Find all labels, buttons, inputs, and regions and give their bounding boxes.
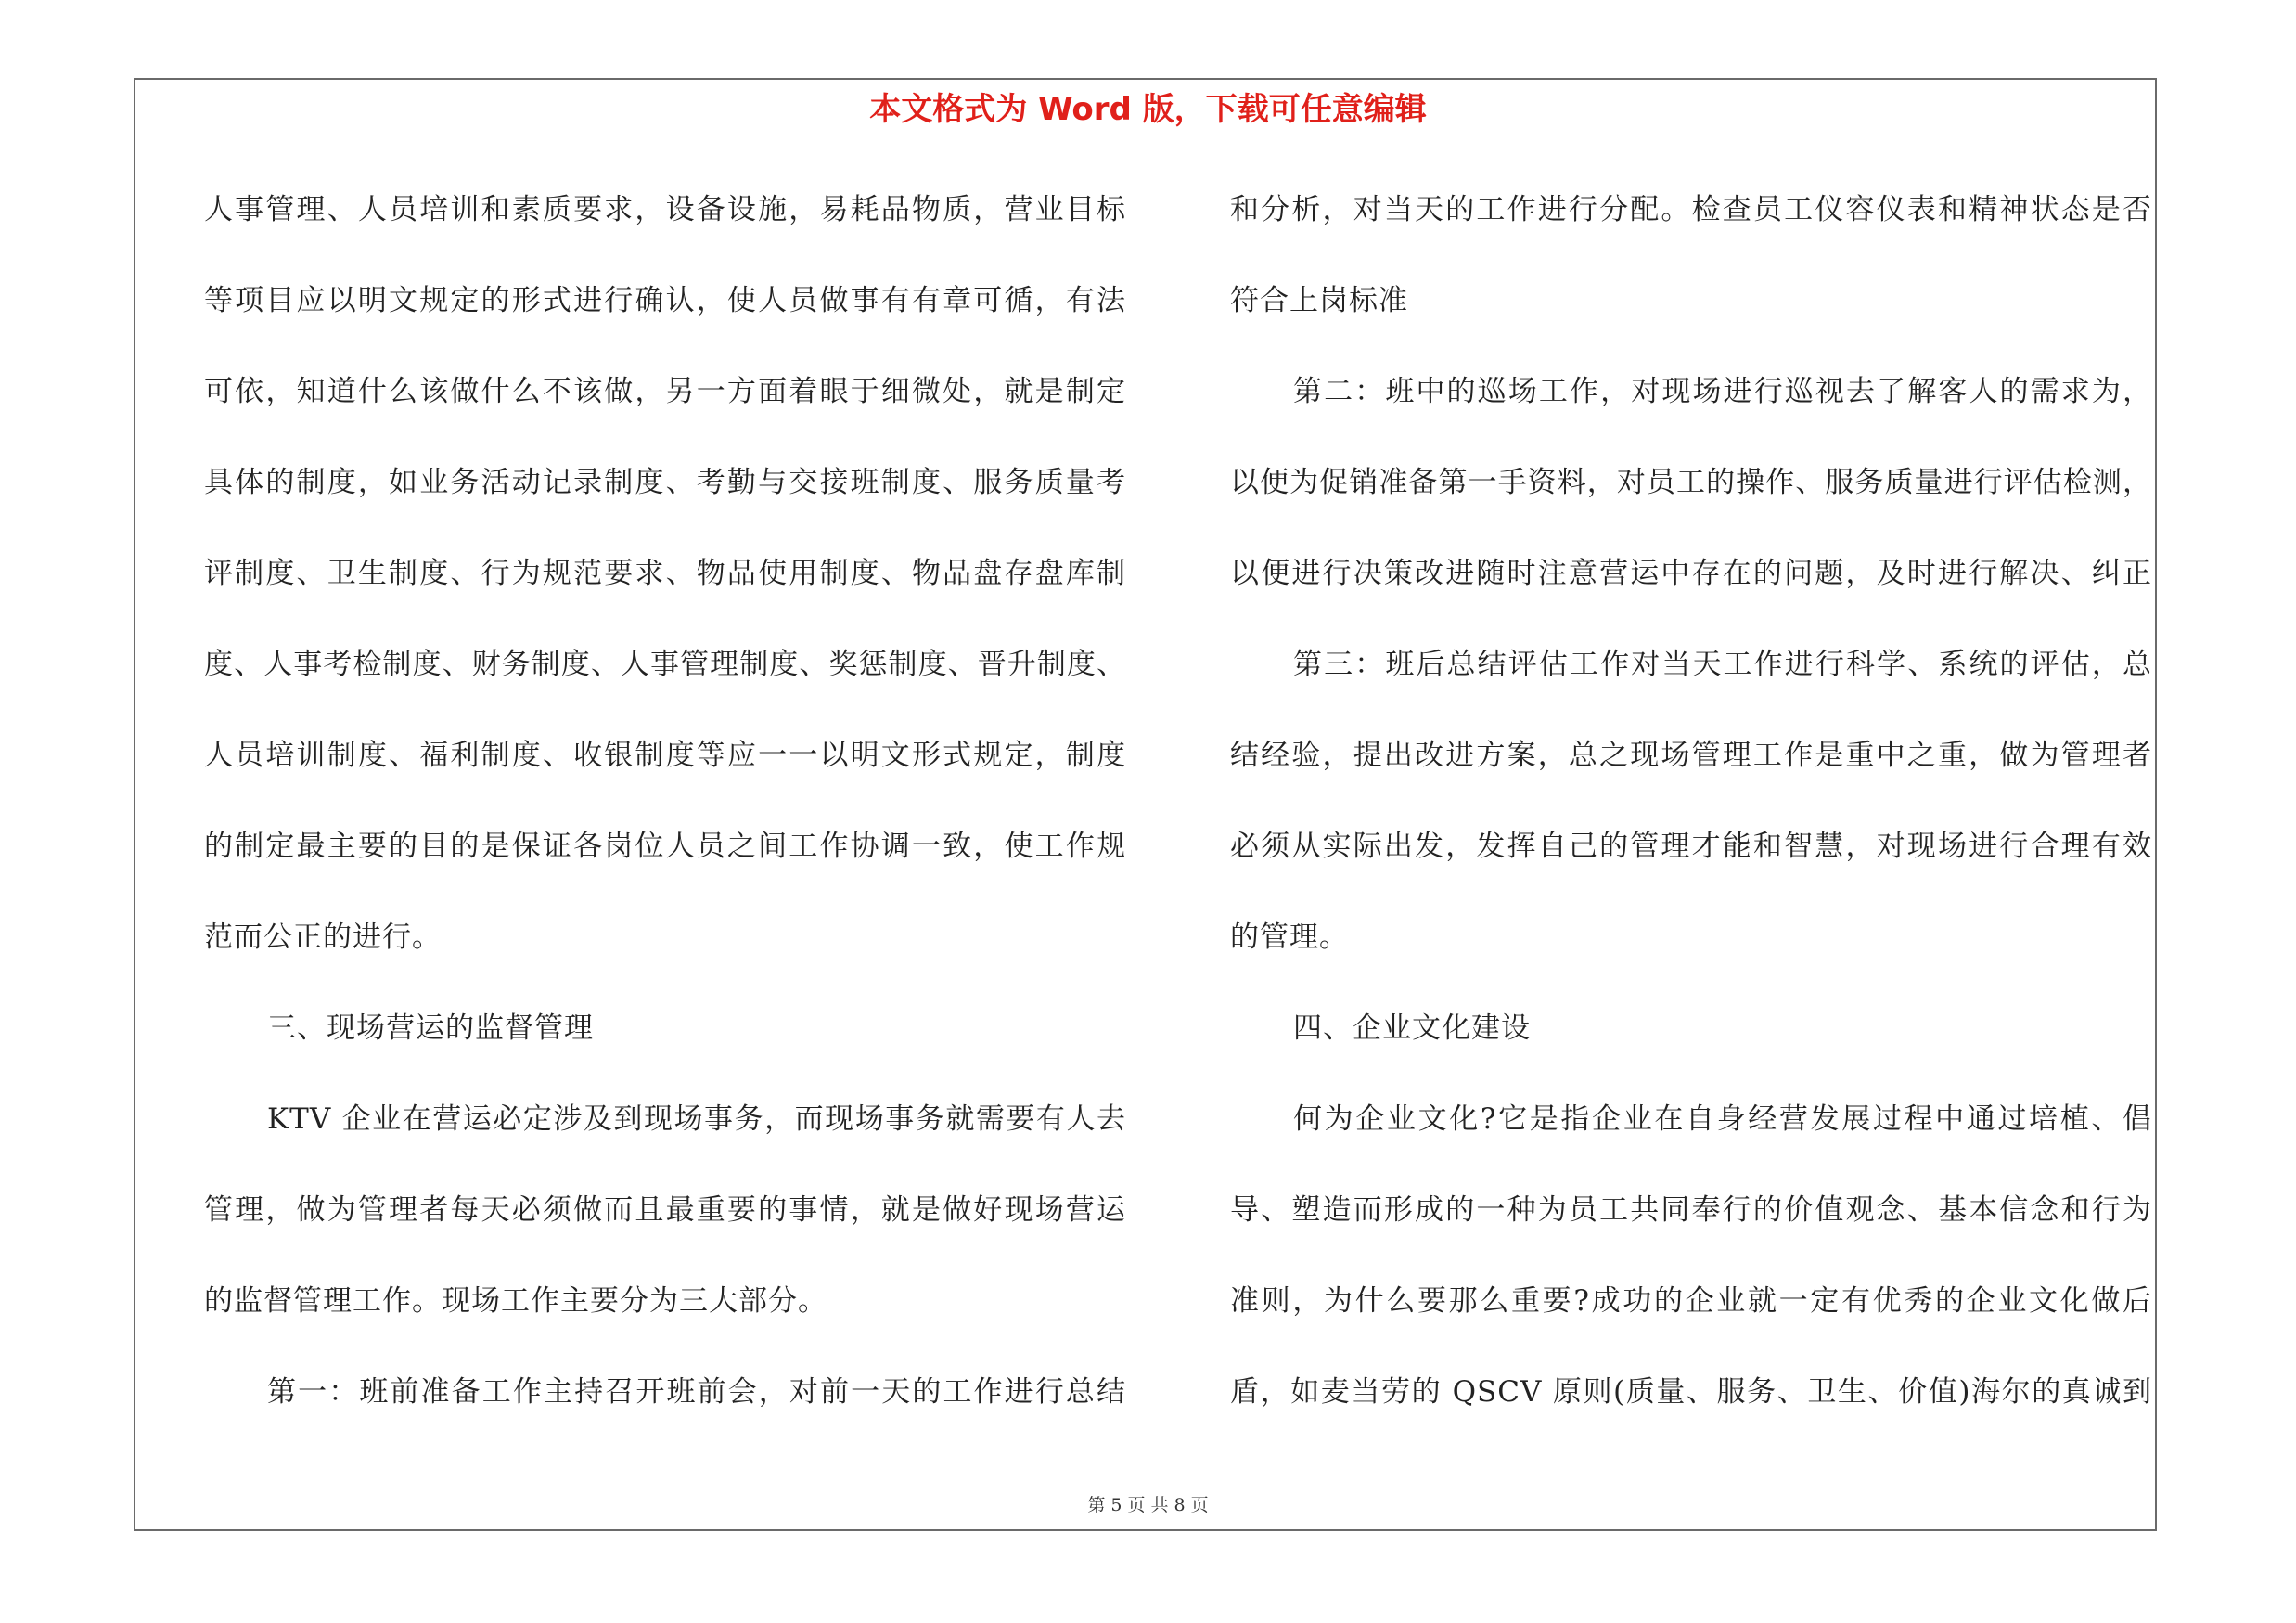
text-line: 第二：班中的巡场工作，对现场进行巡视去了解客人的需求为，	[1293, 375, 2152, 408]
text-line: 何为企业文化?它是指企业在自身经营发展过程中通过培植、倡	[1293, 1102, 2152, 1136]
page-number: 第 5 页 共 8 页	[1087, 1495, 1209, 1515]
text-line: 必须从实际出发，发挥自己的管理才能和智慧，对现场进行合理有效	[1230, 830, 2152, 863]
text-line: 符合上岗标准	[1230, 284, 1408, 317]
text-line: 等项目应以明文规定的形式进行确认，使人员做事有有章可循，有法	[204, 284, 1126, 317]
text-line: 度、人事考检制度、财务制度、人事管理制度、奖惩制度、晋升制度、	[204, 648, 1126, 681]
text-line: 具体的制度，如业务活动记录制度、考勤与交接班制度、服务质量考	[204, 466, 1126, 499]
right-column	[1230, 184, 2152, 1457]
text-line: 准则，为什么要那么重要?成功的企业就一定有优秀的企业文化做后	[1230, 1284, 2152, 1318]
text-line: 的监督管理工作。现场工作主要分为三大部分。	[204, 1284, 827, 1318]
text-line: 的管理。	[1230, 921, 1349, 954]
text-line: 管理，做为管理者每天必须做而且最重要的事情，就是做好现场营运	[204, 1193, 1126, 1227]
text-line: 评制度、卫生制度、行为规范要求、物品使用制度、物品盘存盘库制	[204, 557, 1126, 590]
text-line: 以便为促销准备第一手资料，对员工的操作、服务质量进行评估检测，	[1230, 466, 2152, 499]
text-line: 第一：班前准备工作主持召开班前会，对前一天的工作进行总结	[267, 1375, 1126, 1409]
left-column	[204, 184, 1126, 1457]
text-line: 范而公正的进行。	[204, 921, 442, 954]
text-line: 人员培训制度、福利制度、收银制度等应一一以明文形式规定，制度	[204, 739, 1126, 772]
text-line: 结经验，提出改进方案，总之现场管理工作是重中之重，做为管理者	[1230, 739, 2152, 772]
text-line: 导、塑造而形成的一种为员工共同奉行的价值观念、基本信念和行为	[1230, 1193, 2152, 1227]
text-line: 第三：班后总结评估工作对当天工作进行科学、系统的评估，总	[1293, 648, 2152, 681]
section-heading: 四、企业文化建设	[1293, 1011, 1531, 1045]
text-line: 和分析，对当天的工作进行分配。检查员工仪容仪表和精神状态是否	[1230, 193, 2152, 226]
text-line: 可依，知道什么该做什么不该做，另一方面着眼于细微处，就是制定	[204, 375, 1126, 408]
section-heading: 三、现场营运的监督管理	[267, 1011, 594, 1045]
text-line: 人事管理、人员培训和素质要求，设备设施，易耗品物质，营业目标	[204, 193, 1126, 226]
text-line: 的制定最主要的目的是保证各岗位人员之间工作协调一致，使工作规	[204, 830, 1126, 863]
text-line: 以便进行决策改进随时注意营运中存在的问题，及时进行解决、纠正	[1230, 557, 2152, 590]
text-line: KTV 企业在营运必定涉及到现场事务，而现场事务就需要有人去	[267, 1102, 1126, 1136]
header-banner: 本文格式为 Word 版，下载可任意编辑	[869, 91, 1427, 128]
text-line: 盾，如麦当劳的 QSCV 原则(质量、服务、卫生、价值)海尔的真诚到	[1230, 1375, 2152, 1409]
